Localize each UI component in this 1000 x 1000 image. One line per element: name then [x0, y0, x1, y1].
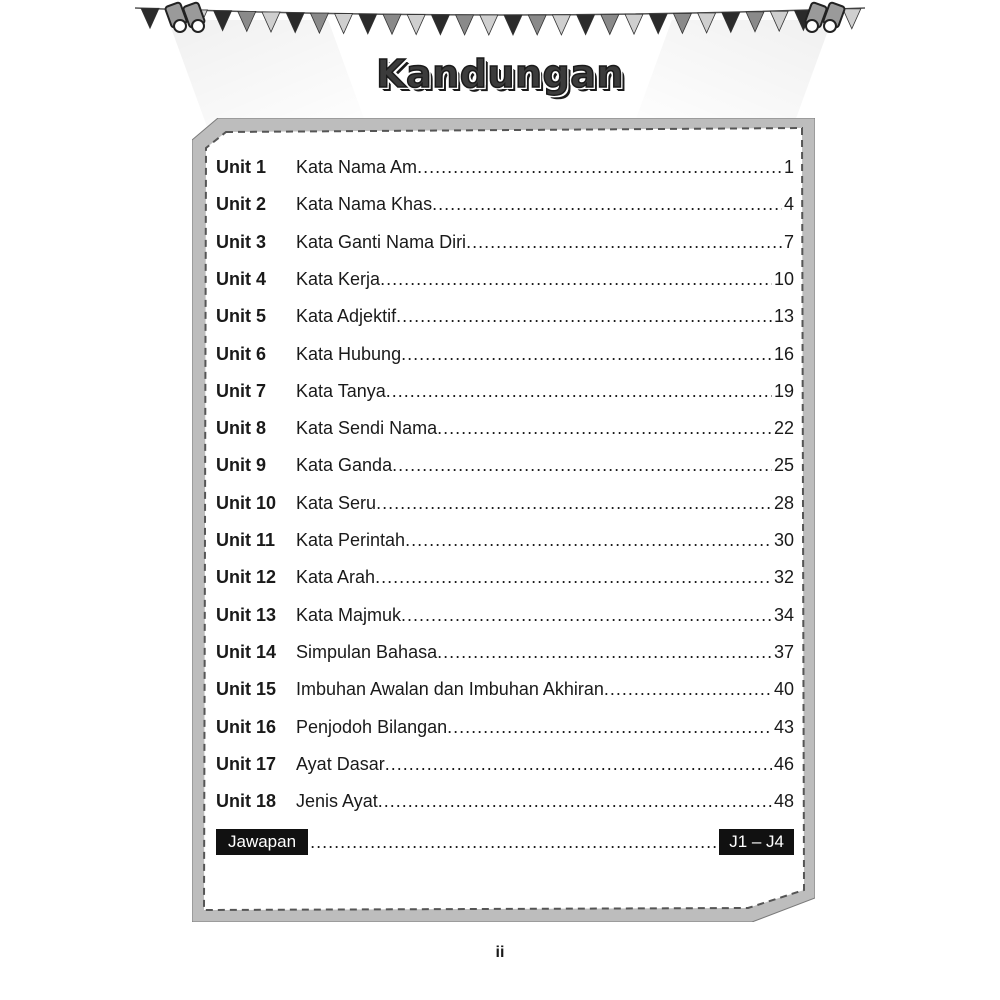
unit-page-number: 32 — [773, 567, 794, 588]
dot-leader — [386, 376, 772, 406]
bunting-flag — [601, 14, 619, 34]
toc-row — [216, 488, 794, 518]
spotlight-right-icon — [790, 0, 850, 36]
unit-title: Kata Arah — [296, 567, 376, 588]
unit-page-number: 28 — [773, 492, 794, 513]
unit-title: Penjodoh Bilangan — [296, 716, 448, 737]
answers-label: Jawapan — [216, 829, 308, 855]
toc-entry — [296, 413, 794, 443]
toc-row — [216, 227, 794, 257]
unit-label: Unit 4 — [216, 268, 267, 289]
bunting-flag — [335, 14, 353, 34]
unit-label: Unit 11 — [216, 530, 276, 550]
toc-entry — [296, 749, 794, 779]
unit-page-number: 19 — [773, 380, 794, 401]
unit-label: Unit 18 — [216, 791, 277, 812]
toc-row — [216, 562, 794, 592]
dot-leader — [376, 488, 772, 518]
toc-entry — [296, 712, 794, 742]
unit-label: Unit 13 — [216, 604, 277, 625]
toc-entry — [296, 301, 794, 331]
unit-label: Unit 6 — [216, 343, 267, 364]
unit-page-number: 48 — [773, 791, 794, 812]
dot-leader — [437, 637, 772, 667]
toc-row — [216, 450, 794, 480]
toc-row — [216, 712, 794, 742]
unit-page-number: 30 — [773, 530, 794, 550]
dot-leader — [378, 786, 772, 816]
unit-label: Unit 17 — [216, 753, 277, 774]
unit-title: Kata Hubung — [296, 343, 402, 364]
dot-leader — [466, 227, 782, 257]
unit-page-number: 7 — [783, 231, 794, 252]
dot-leader — [392, 450, 772, 480]
unit-title: Kata Ganda — [296, 455, 393, 476]
page-number: ii — [495, 944, 505, 961]
bunting-flag — [770, 11, 788, 31]
unit-label: Unit 5 — [216, 306, 267, 327]
toc-row — [216, 413, 794, 443]
unit-page-number: 4 — [783, 194, 794, 215]
bunting-flag — [359, 14, 377, 34]
bunting-flag — [649, 14, 667, 34]
spotlight-left-icon — [160, 0, 220, 36]
unit-title: Simpulan Bahasa — [296, 641, 438, 662]
toc-row — [216, 264, 794, 294]
toc-row — [216, 339, 794, 369]
dot-leader — [396, 301, 772, 331]
unit-page-number: 10 — [773, 268, 794, 289]
unit-title: Kata Ganti Nama Diri — [296, 231, 467, 252]
unit-page-number: 1 — [783, 157, 794, 177]
toc-row — [216, 376, 794, 406]
toc-row — [216, 637, 794, 667]
bunting-flag — [456, 15, 474, 35]
dot-leader — [375, 562, 772, 592]
bunting-flag — [262, 12, 280, 32]
toc-row — [216, 674, 794, 704]
unit-title: Kata Tanya — [296, 380, 386, 401]
bunting-decoration — [135, 0, 865, 40]
bunting-flag — [552, 15, 570, 35]
unit-label: Unit 2 — [216, 194, 267, 215]
toc-row — [216, 189, 794, 219]
unit-page-number: 25 — [773, 455, 794, 476]
unit-title: Kata Adjektif — [296, 306, 397, 327]
toc-entry — [296, 264, 794, 294]
unit-label: Unit 10 — [216, 492, 277, 513]
toc-entry — [296, 562, 794, 592]
bunting-flag — [528, 15, 546, 35]
unit-label: Unit 15 — [216, 679, 277, 700]
unit-label: Unit 7 — [216, 380, 267, 401]
dot-leader — [385, 749, 772, 779]
bunting-flag — [625, 14, 643, 34]
unit-title: Kata Seru — [296, 492, 377, 513]
unit-page-number: 13 — [773, 306, 794, 327]
unit-title: Kata Perintah — [296, 530, 406, 550]
toc-entry — [296, 189, 794, 219]
bunting-flag — [310, 13, 328, 33]
toc-entry — [296, 376, 794, 406]
toc-entry — [296, 600, 794, 630]
toc-entry — [296, 488, 794, 518]
bunting-flag — [407, 15, 425, 35]
toc-row — [216, 152, 794, 182]
unit-page-number: 22 — [773, 418, 794, 439]
unit-title: Kata Nama Am — [296, 157, 418, 177]
unit-title: Kata Sendi Nama — [296, 418, 438, 439]
toc-row — [216, 786, 794, 816]
unit-title: Imbuhan Awalan dan Imbuhan Akhiran — [296, 679, 604, 700]
bunting-flag — [383, 14, 401, 34]
unit-label: Unit 16 — [216, 716, 277, 737]
answers-entry — [216, 828, 794, 856]
unit-label: Unit 1 — [216, 157, 267, 177]
unit-title: Jenis Ayat — [296, 791, 378, 812]
dot-leader — [308, 828, 719, 856]
bunting-flag — [698, 13, 716, 33]
toc-row — [216, 749, 794, 779]
unit-label: Unit 9 — [216, 455, 267, 476]
bunting-flag — [722, 12, 740, 32]
unit-label: Unit 8 — [216, 418, 267, 439]
bunting-flag — [673, 13, 691, 33]
bunting-flag — [504, 15, 522, 35]
unit-label: Unit 12 — [216, 567, 277, 588]
dot-leader — [604, 674, 772, 704]
unit-label: Unit 14 — [216, 641, 277, 662]
toc-entry — [296, 525, 794, 555]
dot-leader — [401, 339, 772, 369]
unit-title: Kata Majmuk — [296, 604, 402, 625]
toc-row — [216, 525, 794, 555]
unit-title: Kata Kerja — [296, 268, 381, 289]
unit-page-number: 37 — [773, 641, 794, 662]
toc-entry — [296, 227, 794, 257]
toc-entry — [296, 637, 794, 667]
bunting-flag — [480, 15, 498, 35]
unit-page-number: 40 — [773, 679, 794, 700]
unit-title: Kata Nama Khas — [296, 194, 433, 215]
dot-leader — [417, 152, 782, 182]
dot-leader — [380, 264, 772, 294]
bunting-flag — [577, 15, 595, 35]
dot-leader — [405, 525, 772, 555]
toc-entry — [296, 152, 794, 182]
unit-page-number: 46 — [773, 753, 794, 774]
toc-entry — [296, 786, 794, 816]
toc-entry — [296, 450, 794, 480]
dot-leader — [401, 600, 772, 630]
bunting-flag — [286, 13, 304, 33]
unit-title: Ayat Dasar — [296, 753, 385, 774]
unit-label: Unit 3 — [216, 231, 267, 252]
dot-leader — [432, 189, 782, 219]
bunting-flag — [238, 11, 256, 31]
unit-page-number: 43 — [773, 716, 794, 737]
toc-row — [216, 600, 794, 630]
bunting-flag — [431, 15, 449, 35]
unit-page-number: 34 — [773, 604, 794, 625]
bunting-flag — [141, 8, 159, 28]
dot-leader — [437, 413, 772, 443]
bunting-flag — [746, 12, 764, 32]
unit-page-number: 16 — [773, 343, 794, 364]
page-title: Kandungan — [376, 52, 624, 96]
toc-entry — [296, 674, 794, 704]
toc-row — [216, 301, 794, 331]
toc-entry — [296, 339, 794, 369]
answers-pages: J1 – J4 — [719, 829, 794, 855]
dot-leader — [447, 712, 772, 742]
